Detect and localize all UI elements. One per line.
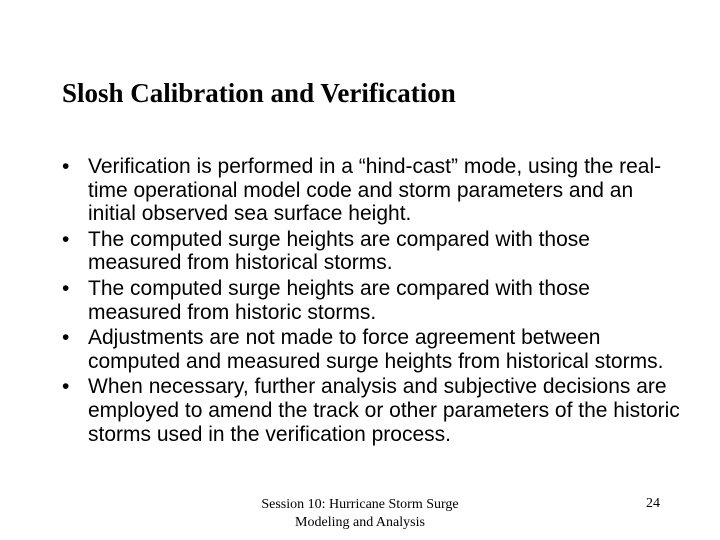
page-number: 24 [646,496,660,511]
bullet-icon: • [62,227,70,251]
bullet-icon: • [62,375,70,399]
bullet-icon: • [62,276,70,300]
footer-session-title: Session 10: Hurricane Storm Surge [261,497,459,512]
bullet-item [62,375,682,446]
bullet-text: Adjustments are not made to force agreement between computed and measured surge heights from historical storms. [88,326,664,373]
bullet-item [62,277,682,324]
bullet-icon: • [62,155,70,178]
bullet-text: The computed surge heights are compared with those measured from historic storms. [88,276,590,324]
slide-footer [240,496,480,532]
bullet-text: Verification is performed in a “hind-cast” mode, using the real-time operational model code and storm parameters and an initial observed sea surface height. [88,155,662,226]
slide-title: Slosh Calibration and Verification [62,78,456,108]
bullet-item [62,228,682,275]
bullet-item [62,155,682,226]
bullet-icon: • [62,326,70,350]
bullet-text: The computed surge heights are compared with those measured from historical storms. [88,227,590,275]
footer-session-subtitle: Modeling and Analysis [295,515,425,530]
bullet-item [62,326,682,373]
bullet-list [62,155,682,448]
bullet-text: When necessary, further analysis and subjective decisions are employed to amend the track or other parameters of the historic storms used in the verification process. [88,375,680,446]
